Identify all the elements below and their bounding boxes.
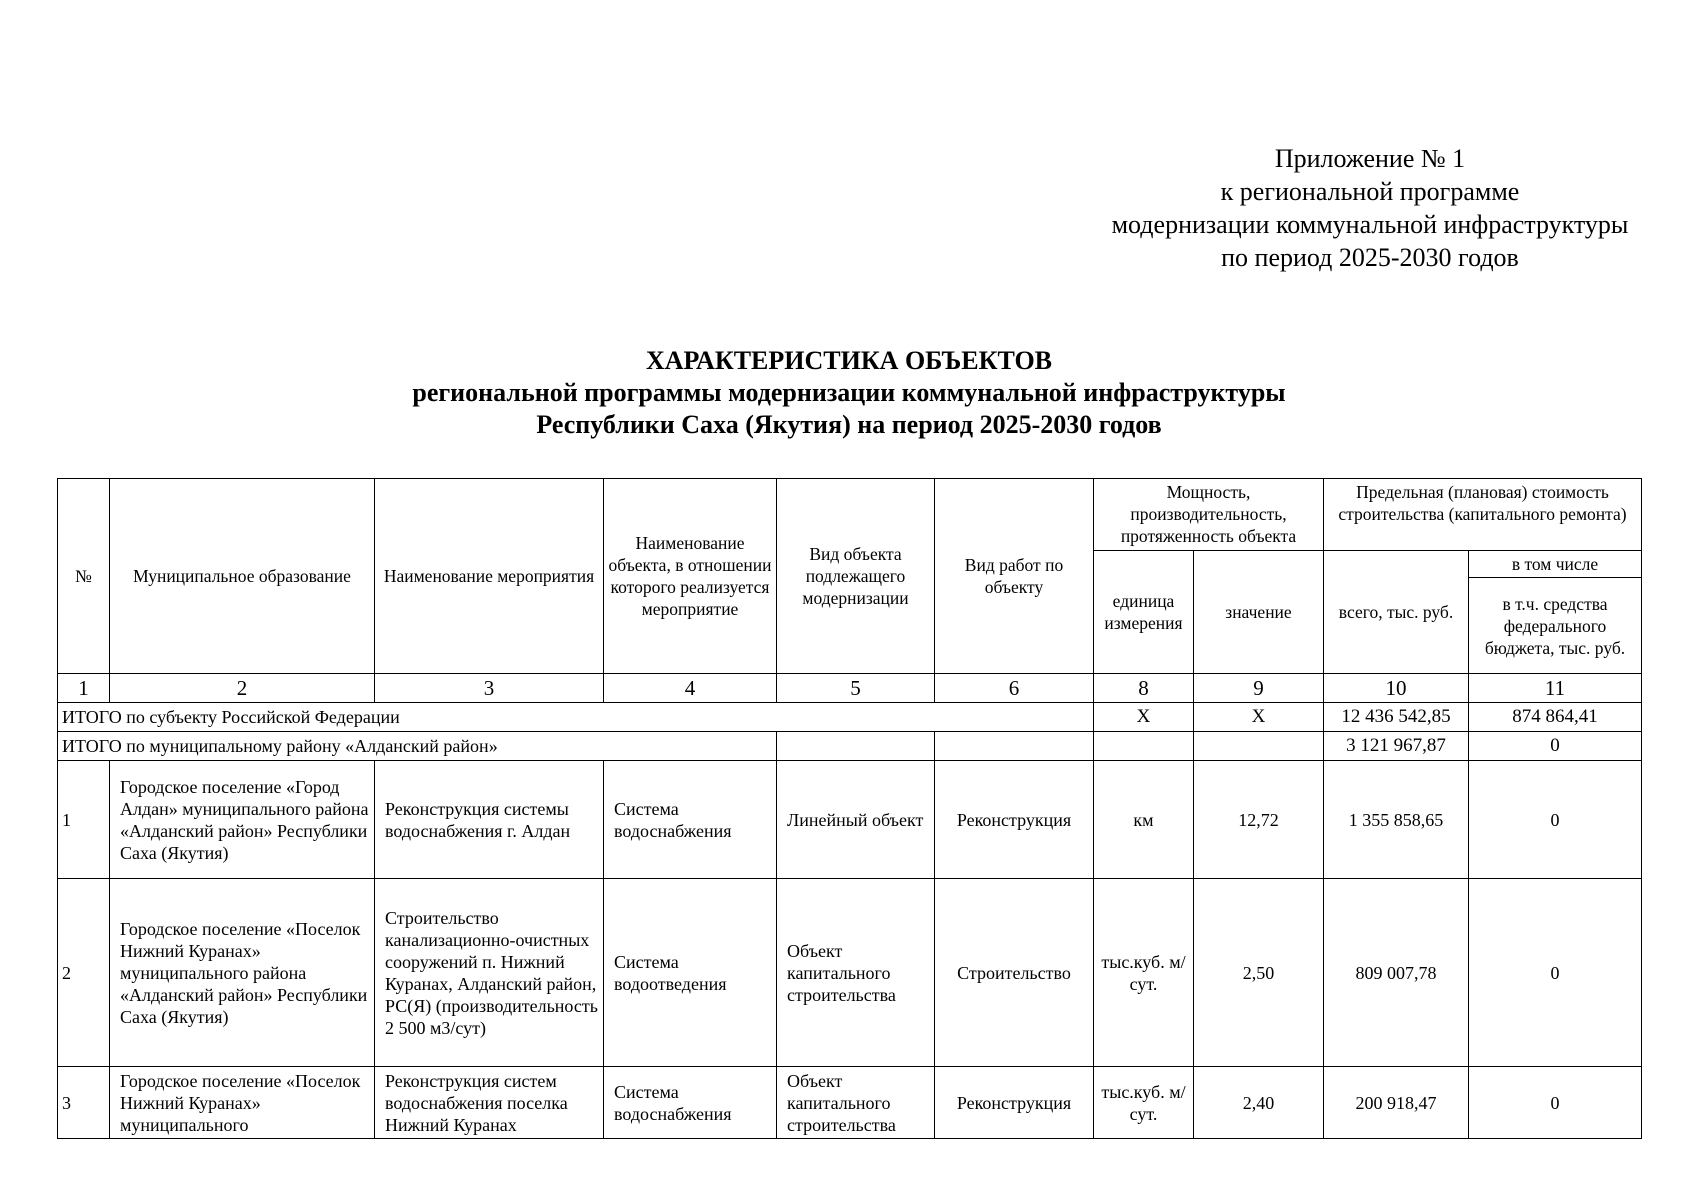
total-subject-row [58,703,1642,732]
total-district-sum: 3 121 967,87 [1324,732,1469,761]
header-measure: Наименование мероприятия [375,479,604,674]
header-including: в том числе [1469,551,1642,578]
row-value: 2,50 [1194,879,1324,1067]
header-total: всего, тыс. руб. [1324,551,1469,674]
header-cost: Предельная (плановая) стоимость строительства (капитального ремонта) [1324,479,1642,551]
row-total: 200 918,47 [1324,1067,1469,1139]
column-number: 3 [375,674,604,703]
row-federal: 0 [1469,879,1642,1067]
document-title [0,345,1698,441]
total-district-row [58,732,1642,761]
row-total: 1 355 858,65 [1324,761,1469,879]
total-district-label: ИТОГО по муниципальному району «Алданский район» [58,732,777,761]
total-subject-value: X [1194,703,1324,732]
row-unit: тыс.куб. м/сут. [1094,1067,1194,1139]
total-district-empty [935,732,1094,761]
row-value: 2,40 [1194,1067,1324,1139]
appendix-line-2: к региональной программе [1220,177,1520,206]
column-number: 2 [110,674,375,703]
table-row [58,761,1642,879]
appendix-header [1060,142,1680,274]
total-district-empty [1194,732,1324,761]
row-measure: Реконструкция систем водоснабжения поселка Нижний Куранах [375,1067,604,1139]
total-subject-federal: 874 864,41 [1469,703,1642,732]
row-no: 3 [58,1067,110,1139]
row-federal: 0 [1469,761,1642,879]
header-no: № [58,479,110,674]
appendix-line-4: по период 2025-2030 годов [1221,243,1519,272]
column-number: 4 [604,674,777,703]
row-work-type: Строительство [935,879,1094,1067]
total-subject-label: ИТОГО по субъекту Российской Федерации [58,703,1094,732]
row-object-name: Система водоотведения [604,879,777,1067]
column-number: 5 [777,674,935,703]
row-object-type: Объект капитального строительства [777,1067,935,1139]
header-object-name: Наименование объекта, в отношении которого реализуется мероприятие [604,479,777,674]
row-object-name: Система водоснабжения [604,761,777,879]
header-value: значение [1194,551,1324,674]
row-unit: км [1094,761,1194,879]
row-measure: Реконструкция системы водоснабжения г. Алдан [375,761,604,879]
row-no: 1 [58,761,110,879]
title-line-3: Республики Саха (Якутия) на период 2025-2030 годов [536,410,1162,439]
table-row [58,1067,1642,1139]
row-work-type: Реконструкция [935,1067,1094,1139]
row-municipality: Городское поселение «Поселок Нижний Куранах» муниципального [110,1067,375,1139]
title-line-1: ХАРАКТЕРИСТИКА ОБЪЕКТОВ [645,346,1053,375]
row-total: 809 007,78 [1324,879,1469,1067]
objects-table [57,478,1642,1139]
column-number: 9 [1194,674,1324,703]
row-federal: 0 [1469,1067,1642,1139]
appendix-line-1: Приложение № 1 [1274,144,1466,173]
total-subject-sum: 12 436 542,85 [1324,703,1469,732]
row-municipality: Городское поселение «Город Алдан» муниципального района «Алданский район» Республики Саха (Якутия) [110,761,375,879]
row-value: 12,72 [1194,761,1324,879]
column-number: 6 [935,674,1094,703]
total-district-empty [777,732,935,761]
header-municipality: Муниципальное образование [110,479,375,674]
column-number-row [58,674,1642,703]
row-measure: Строительство канализационно-очистных сооружений п. Нижний Куранах, Алданский район, РС(Я) (производительность 2 500 м3/сут) [375,879,604,1067]
column-number: 11 [1469,674,1642,703]
column-number: 8 [1094,674,1194,703]
header-unit: единица измерения [1094,551,1194,674]
header-work-type: Вид работ по объекту [935,479,1094,674]
row-no: 2 [58,879,110,1067]
row-municipality: Городское поселение «Поселок Нижний Куранах» муниципального района «Алданский район» Республики Саха (Якутия) [110,879,375,1067]
header-federal: в т.ч. средства федерального бюджета, тыс. руб. [1469,578,1642,674]
table-row [58,879,1642,1067]
total-subject-unit: X [1094,703,1194,732]
row-work-type: Реконструкция [935,761,1094,879]
header-row-1 [58,479,1642,551]
header-capacity: Мощность, производительность, протяженность объекта [1094,479,1324,551]
total-district-empty [1094,732,1194,761]
row-unit: тыс.куб. м/сут. [1094,879,1194,1067]
row-object-name: Система водоснабжения [604,1067,777,1139]
column-number: 10 [1324,674,1469,703]
total-district-federal: 0 [1469,732,1642,761]
row-object-type: Линейный объект [777,761,935,879]
row-object-type: Объект капитального строительства [777,879,935,1067]
column-number: 1 [58,674,110,703]
title-line-2: региональной программы модернизации коммунальной инфраструктуры [412,378,1286,407]
appendix-line-3: модернизации коммунальной инфраструктуры [1111,210,1629,239]
header-object-type: Вид объекта подлежащего модернизации [777,479,935,674]
